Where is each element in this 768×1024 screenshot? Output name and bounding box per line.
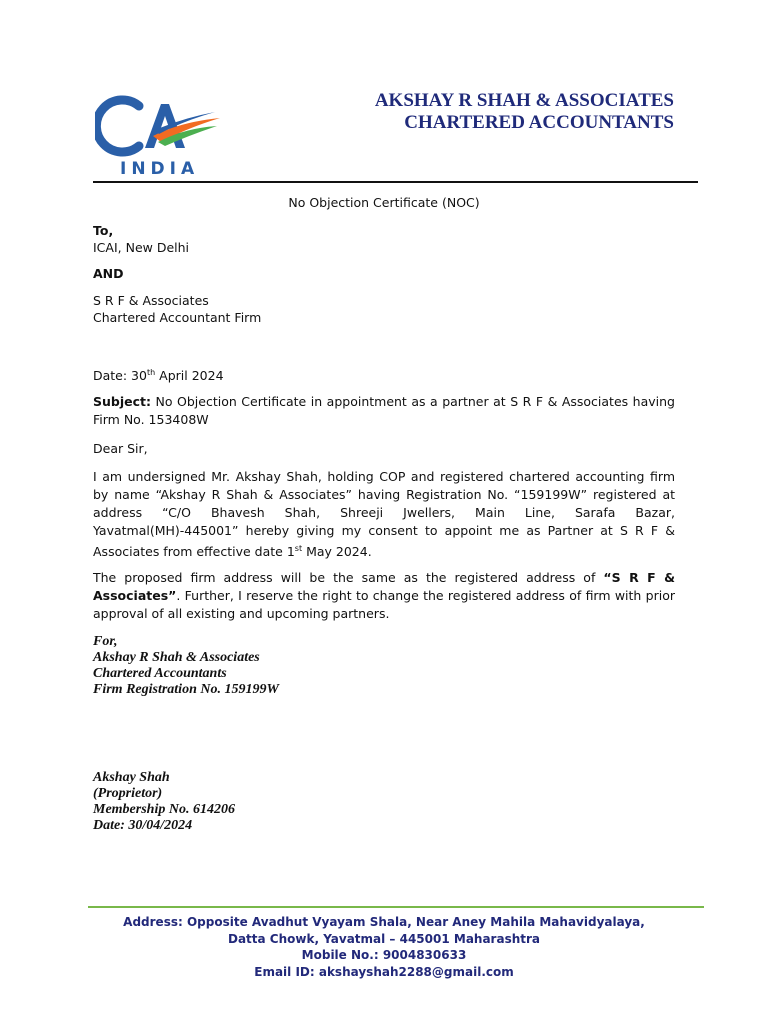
firm-type: CHARTERED ACCOUNTANTS (404, 112, 674, 133)
signatory-role: (Proprietor) (93, 786, 163, 801)
subject-line (93, 393, 675, 429)
signatory-name: Akshay Shah (93, 770, 170, 785)
footer-address-line-2: Datta Chowk, Yavatmal – 445001 Maharashtra (227, 931, 541, 946)
footer-address-line-1: Address: Opposite Avadhut Vyayam Shala, Near Aney Mahila Mahavidyalaya, (123, 915, 645, 929)
signatory-block (93, 770, 235, 834)
firm-emphasis: “S R F & Associates” (93, 570, 676, 603)
signature-firm: Akshay R Shah & Associates (93, 650, 260, 665)
membership-number: Membership No. 614206 (93, 802, 235, 817)
footer-email: Email ID: akshayshah2288@gmail.com (254, 964, 514, 979)
salutation: Dear Sir, (93, 441, 148, 456)
firm-name: AKSHAY R SHAH & ASSOCIATES (374, 90, 674, 111)
signature-firm-reg: Firm Registration No. 159199W (93, 682, 279, 697)
recipient-firm-type: Chartered Accountant Firm (93, 310, 262, 325)
recipient-firm-name: S R F & Associates (93, 293, 209, 308)
ca-india-logo (95, 88, 230, 178)
body-paragraph-2: The proposed firm address will be the same as the registered address of “S R F & Associates”. Further, I reserve the right to change the registered address of firm with prior approval of all existing and upcoming partners. (93, 570, 676, 621)
for-label: For, (93, 634, 118, 649)
header-divider (93, 181, 698, 183)
subject-text: No Objection Certificate in appointment as a partner at S R F & Associates having Firm No. 153408W (93, 394, 675, 427)
to-name: ICAI, New Delhi (93, 240, 190, 255)
document-title: No Objection Certificate (NOC) (288, 195, 480, 210)
signature-firm-type: Chartered Accountants (93, 666, 227, 681)
to-label: To, (93, 223, 114, 238)
signature-block (93, 634, 279, 698)
footer-divider (88, 906, 704, 908)
footer-contact (0, 914, 768, 980)
logo-text: INDIA (120, 159, 200, 178)
letter-date: Date: 30th April 2024 (93, 368, 224, 384)
signature-date: Date: 30/04/2024 (93, 818, 193, 833)
body-paragraph-1: I am undersigned Mr. Akshay Shah, holding COP and registered chartered accounting firm by name “Akshay R Shah & Associates” having Registration No. “159199W” registered at address “C/O Bhavesh Shah, Shreeji Jwellers, Main Line, Sarafa Bazar, Yavatmal(MH)-445001” hereby giving my consent to appoint me as Partner at S R F & Associates from effective date 1st May 2024. (93, 469, 675, 560)
and-label: AND (93, 266, 124, 281)
ca-logo-icon (95, 88, 230, 178)
subject-label: Subject: (93, 394, 151, 409)
footer-mobile: Mobile No.: 9004830633 (301, 948, 467, 962)
letterhead-title (375, 90, 674, 134)
